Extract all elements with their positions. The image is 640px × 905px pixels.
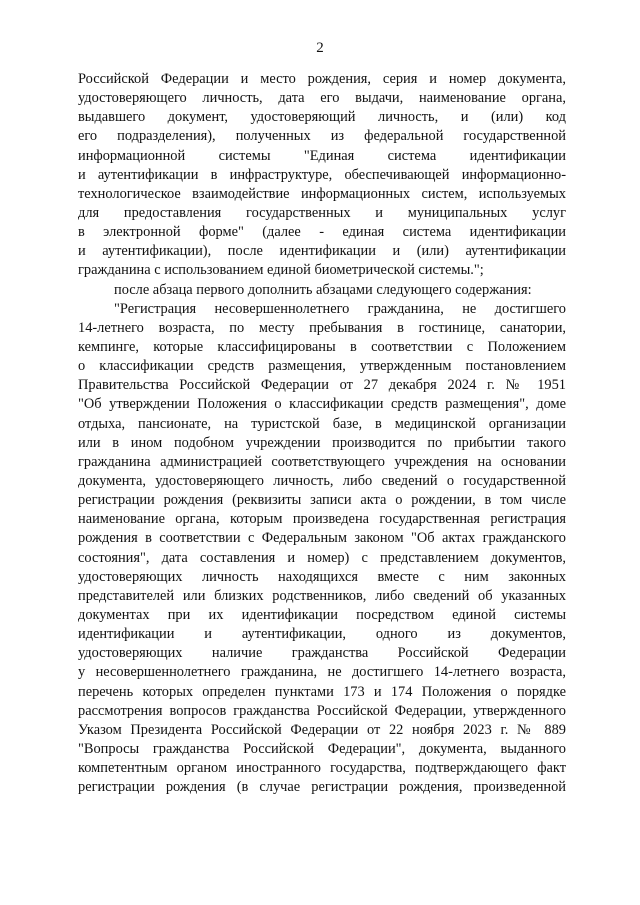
text-line: "Регистрация несовершеннолетнего гражданина, не достигшего [114,300,566,317]
document-body [78,70,566,797]
text-line: "Вопросы гражданства Российской Федерации", документа, выданного [78,740,566,757]
text-line: 14-летнего возраста, по месту пребывания в гостинице, санатории, [78,319,566,336]
text-line: рождения в соответствии с Федеральным законом "Об актах гражданского [78,530,566,547]
text-line: "Об утверждении Положения о классификации средств размещения", доме [78,396,566,413]
text-line: Правительства Российской Федерации от 27 декабря 2024 г. № 1951 [78,377,566,394]
text-line: Указом Президента Российской Федерации от 22 ноября 2023 г. № 889 [78,721,566,738]
text-line: удостоверяющего личность, дата его выдачи, наименование органа, [78,90,566,107]
text-line: регистрации рождения (реквизиты записи акта о рождении, в том числе [78,492,566,509]
text-line: информационной системы "Единая система идентификации [78,147,566,164]
text-line: отдыха, пансионате, на туристской базе, в медицинской организации [78,415,566,432]
text-line: состояния", дата составления и номер) с представлением документов, [78,549,566,566]
text-line: представителей или близких родственников, либо сведений об указанных [78,587,566,604]
text-line: и аутентификации), после идентификации и (или) аутентификации [78,243,566,260]
text-line: или в ином подобном учреждении производится по прибытии такого [78,434,566,451]
text-line: перечень которых определен пунктами 173 и 174 Положения о порядке [78,683,566,700]
text-line: гражданина с использованием единой биометрической системы."; [78,262,484,279]
text-line: документа, удостоверяющего личность, либо сведений о государственной [78,472,566,489]
text-line: удостоверяющих наличие гражданства Российской Федерации [78,645,566,662]
text-line: технологическое взаимодействие информационных систем, используемых [78,185,566,202]
text-line: удостоверяющих личность находящихся вместе с ним законных [78,568,566,585]
text-line: в электронной форме" (далее - единая система идентификации [78,224,566,241]
text-line: для предоставления государственных и муниципальных услуг [78,204,566,221]
text-line: о классификации средств размещения, утвержденным постановлением [78,358,566,375]
text-line: наименование органа, которым произведена государственная регистрация [78,511,566,528]
text-line: и аутентификации в инфраструктуре, обеспечивающей информационно- [78,166,566,183]
text-line: компетентным органом иностранного государства, подтверждающего факт [78,760,566,777]
text-line: выдавшего документ, удостоверяющий личность, и (или) код [78,109,566,126]
text-line: его подразделения), полученных из федеральной государственной [78,128,566,145]
page-number: 2 [316,40,324,56]
text-line: идентификации и аутентификации, одного из документов, [78,626,566,643]
text-line: кемпинге, которые классифицированы в соответствии с Положением [78,338,566,355]
text-line: рассмотрения вопросов гражданства Российской Федерации, утвержденного [78,702,566,719]
text-line: регистрации рождения (в случае регистрации рождения, произведенной [78,779,566,796]
text-line: у несовершеннолетнего гражданина, не достигшего 14-летнего возраста, [78,664,566,681]
text-line: гражданина администрацией соответствующего учреждения на основании [78,453,566,470]
text-line: после абзаца первого дополнить абзацами следующего содержания: [114,281,532,298]
text-line: Российской Федерации и место рождения, серия и номер документа, [78,71,566,87]
text-line: документах при их идентификации посредством единой системы [78,606,566,623]
